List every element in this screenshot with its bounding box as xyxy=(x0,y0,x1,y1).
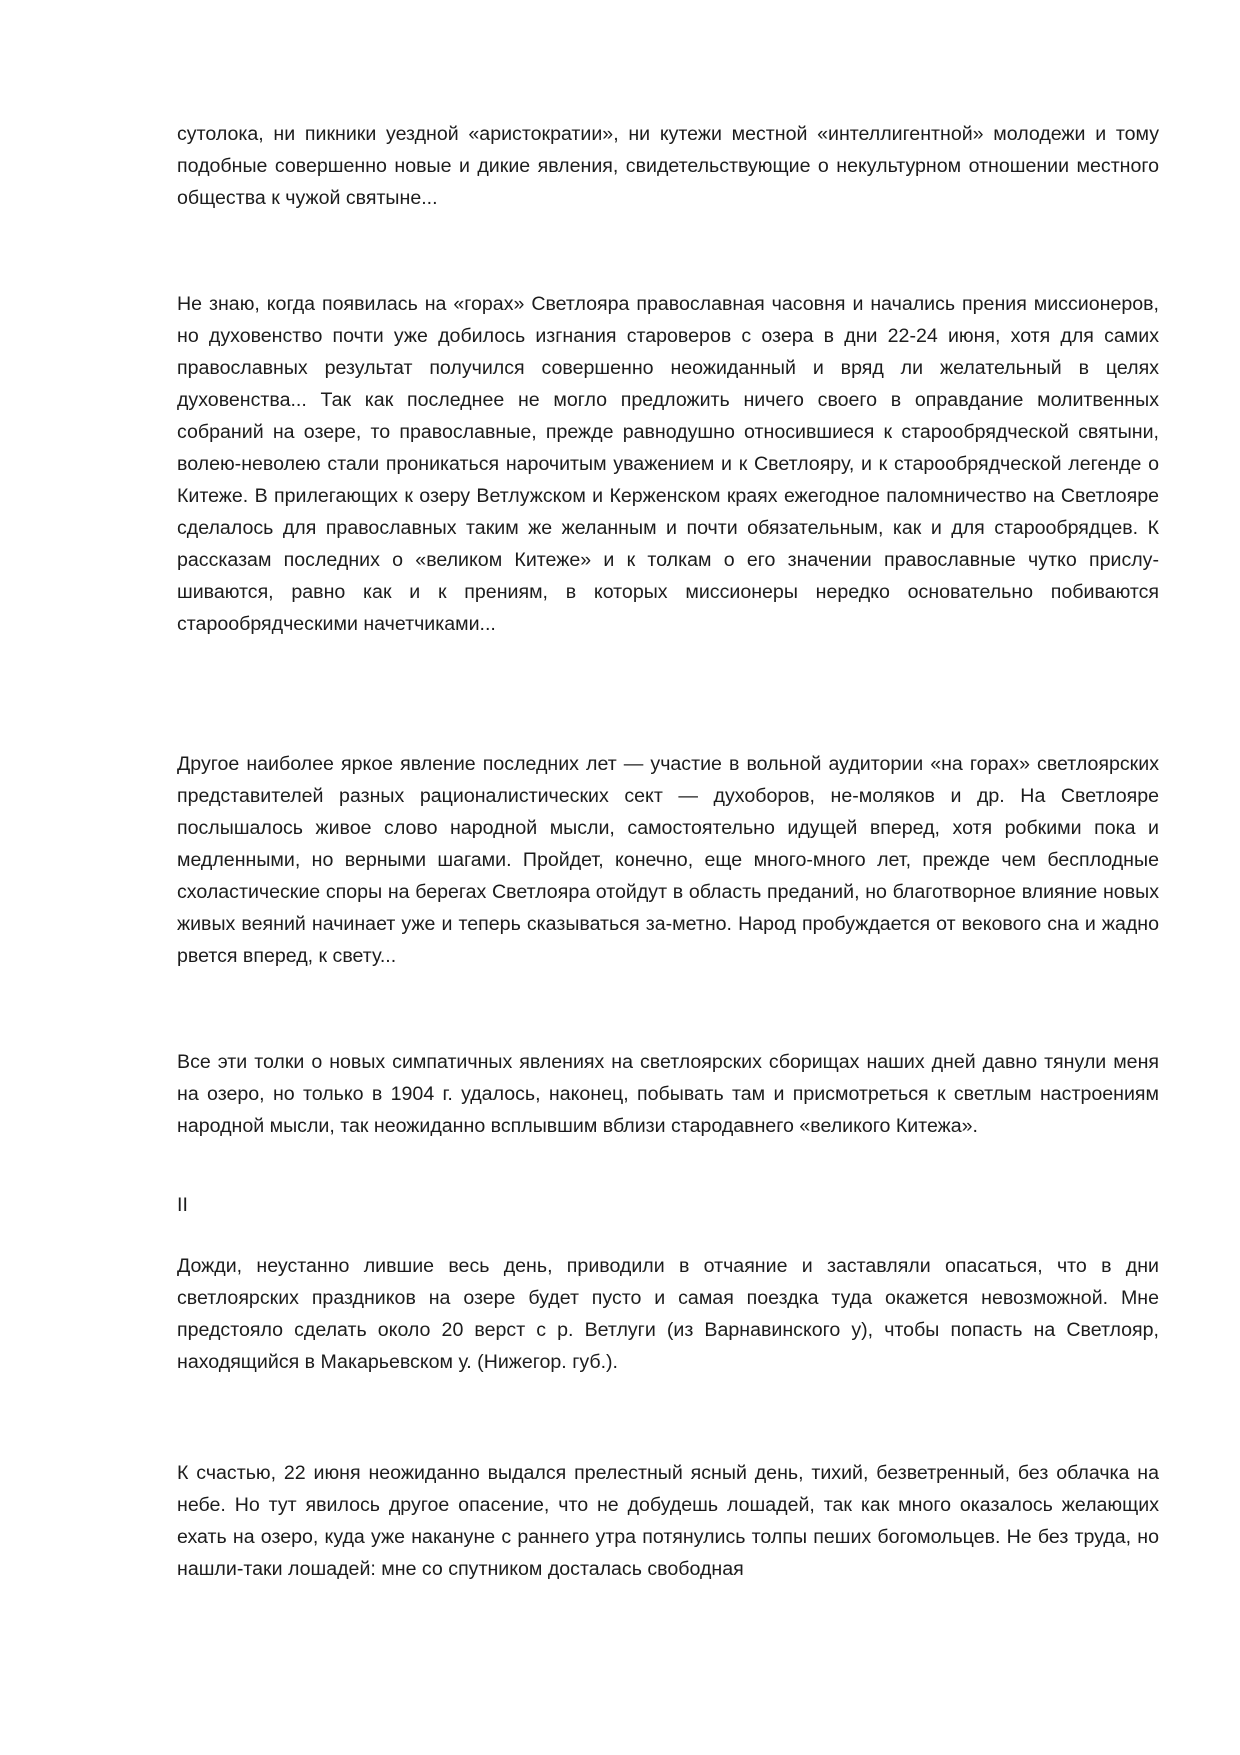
paragraph-1: сутолока, ни пикники уездной «аристократии», ни кутежи местной «интеллигентной» молодежи и тому подобные совершенно новые и дикие явления, свидетельствующие о некультурном отношении местного общества к чужой святыне... xyxy=(177,123,1159,209)
paragraph-2: Не знаю, когда появилась на «горах» Светлояра православная часовня и начались прения миссионеров, но духовенство почти уже добилось изгнания староверов с озера в дни 22-24 июня, хотя для самих православных результат получился совершенно неожиданный и вряд ли желательный в целях духовенства... Так как последнее не могло предложить ничего своего в оправдание молитвенных собраний на озере, то православные, прежде равнодушно относившиеся к старообрядческой святыни, волею-неволею стали проникаться нарочитым уважением и к Светлояру, и к старообрядческой легенде о Китеже. В прилегающих к озеру Ветлужском и Керженском краях ежегодное паломничество на Светлояре сделалось для православных таким же желанным и почти обязательным, как и для старообрядцев. К рассказам последних о «великом Китеже» и к толкам о его значении православные чутко прислу-шиваются, равно как и к прениям, в которых миссионеры нередко основательно побиваются старообрядческими начетчиками... xyxy=(177,293,1159,635)
paragraph-4: Все эти толки о новых симпатичных явлениях на светлоярских сборищах наших дней давно тянули меня на озеро, но только в 1904 г. удалось, наконец, побывать там и присмотреться к светлым настроениям народной мысли, так неожиданно всплывшим вблизи стародавнего «великого Китежа». xyxy=(177,1051,1159,1137)
section-heading: II xyxy=(177,1194,188,1216)
paragraph-5: Дожди, неустанно лившие весь день, приводили в отчаяние и заставляли опасаться, что в дни светлоярских праздников на озере будет пусто и самая поездка туда окажется невозможной. Мне предстояло сделать около 20 верст с р. Ветлуги (из Варнавинского у), чтобы попасть на Светлояр, находящийся в Макарьевском у. (Нижегор. губ.). xyxy=(177,1255,1159,1373)
paragraph-3: Другое наиболее яркое явление последних лет — участие в вольной аудитории «на горах» светлоярских представителей разных рационалистических сект — духоборов, не-моляков и др. На Светлояре послышалось живое слово народной мысли, самостоятельно идущей вперед, хотя робкими пока и медленными, но верными шагами. Пройдет, конечно, еще много-много лет, прежде чем бесплодные схоластические споры на берегах Светлояра отойдут в область преданий, но благотворное влияние новых живых веяний начинает уже и теперь сказываться за-метно. Народ пробуждается от векового сна и жадно рвется вперед, к свету... xyxy=(177,753,1159,967)
paragraph-6: К счастью, 22 июня неожиданно выдался прелестный ясный день, тихий, безветренный, без облачка на небе. Но тут явилось другое опасение, что не добудешь лошадей, так как много оказалось желающих ехать на озеро, куда уже накануне с раннего утра потянулись толпы пеших богомольцев. Не без труда, но нашли-таки лошадей: мне со спутником досталась свободная xyxy=(177,1462,1159,1580)
